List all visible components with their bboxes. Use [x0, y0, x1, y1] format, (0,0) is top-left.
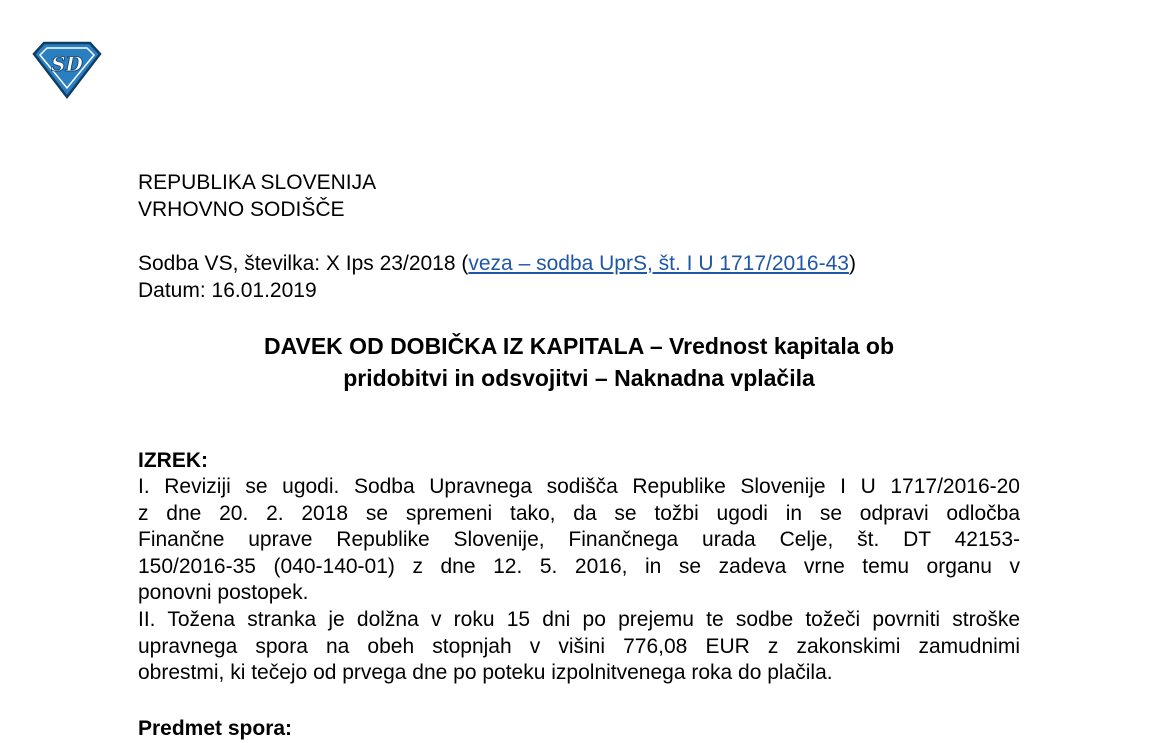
court-logo: [30, 40, 104, 100]
paragraph-line: II. Tožena stranka je dolžna v roku 15 dni po prejemu te sodbe tožeči povrniti stroške: [138, 608, 1020, 631]
header-republic: REPUBLIKA SLOVENIJA: [138, 171, 377, 194]
case-number-line: [138, 250, 1020, 277]
paragraph-line: obrestmi, ki tečejo od prvega dne po poteku izpolnitvenega roka do plačila.: [138, 661, 833, 684]
paragraph-line: I. Reviziji se ugodi. Sodba Upravnega sodišča Republike Slovenije I U 1717/2016-20: [138, 475, 1020, 498]
paragraph-line: Finančne uprave Republike Slovenije, Finančnega urada Celje, št. DT 42153-: [138, 528, 1020, 551]
case-number-text: Sodba VS, številka: X Ips 23/2018 (: [138, 252, 469, 275]
title-line-1: DAVEK OD DOBIČKA IZ KAPITALA – Vrednost kapitala ob: [263, 333, 894, 359]
case-date: Datum: 16.01.2019: [138, 279, 317, 302]
paragraph-line: 150/2016-35 (040-140-01) z dne 12. 5. 2016, in se zadeva vrne temu organu v: [138, 554, 1020, 578]
predmet-heading: Predmet spora:: [138, 717, 293, 740]
title-line-2: pridobitvi in odsvojitvi – Naknadna vplačila: [343, 365, 815, 391]
paragraph-line: upravnega spora na obeh stopnjah v višini 776,08 EUR z zakonskimi zamudnimi: [138, 634, 1020, 658]
izrek-paragraph-1: [138, 474, 1020, 607]
logo-letters: SD: [51, 52, 83, 76]
izrek-heading: IZREK:: [138, 449, 208, 472]
case-reference: [138, 250, 1020, 304]
izrek-paragraph-2: [138, 607, 1020, 687]
case-number-suffix: ): [848, 252, 856, 275]
paragraph-line: z dne 20. 2. 2018 se spremeni tako, da se tožbi ugodi in se odpravi odločba: [138, 501, 1020, 525]
paragraph-line: ponovni postopek.: [138, 581, 309, 604]
document-title: [138, 330, 1020, 394]
court-header: [138, 169, 1020, 223]
related-judgment-link[interactable]: veza – sodba UprS, št. I U 1717/2016-43: [468, 252, 849, 275]
header-court: VRHOVNO SODIŠČE: [138, 198, 345, 221]
